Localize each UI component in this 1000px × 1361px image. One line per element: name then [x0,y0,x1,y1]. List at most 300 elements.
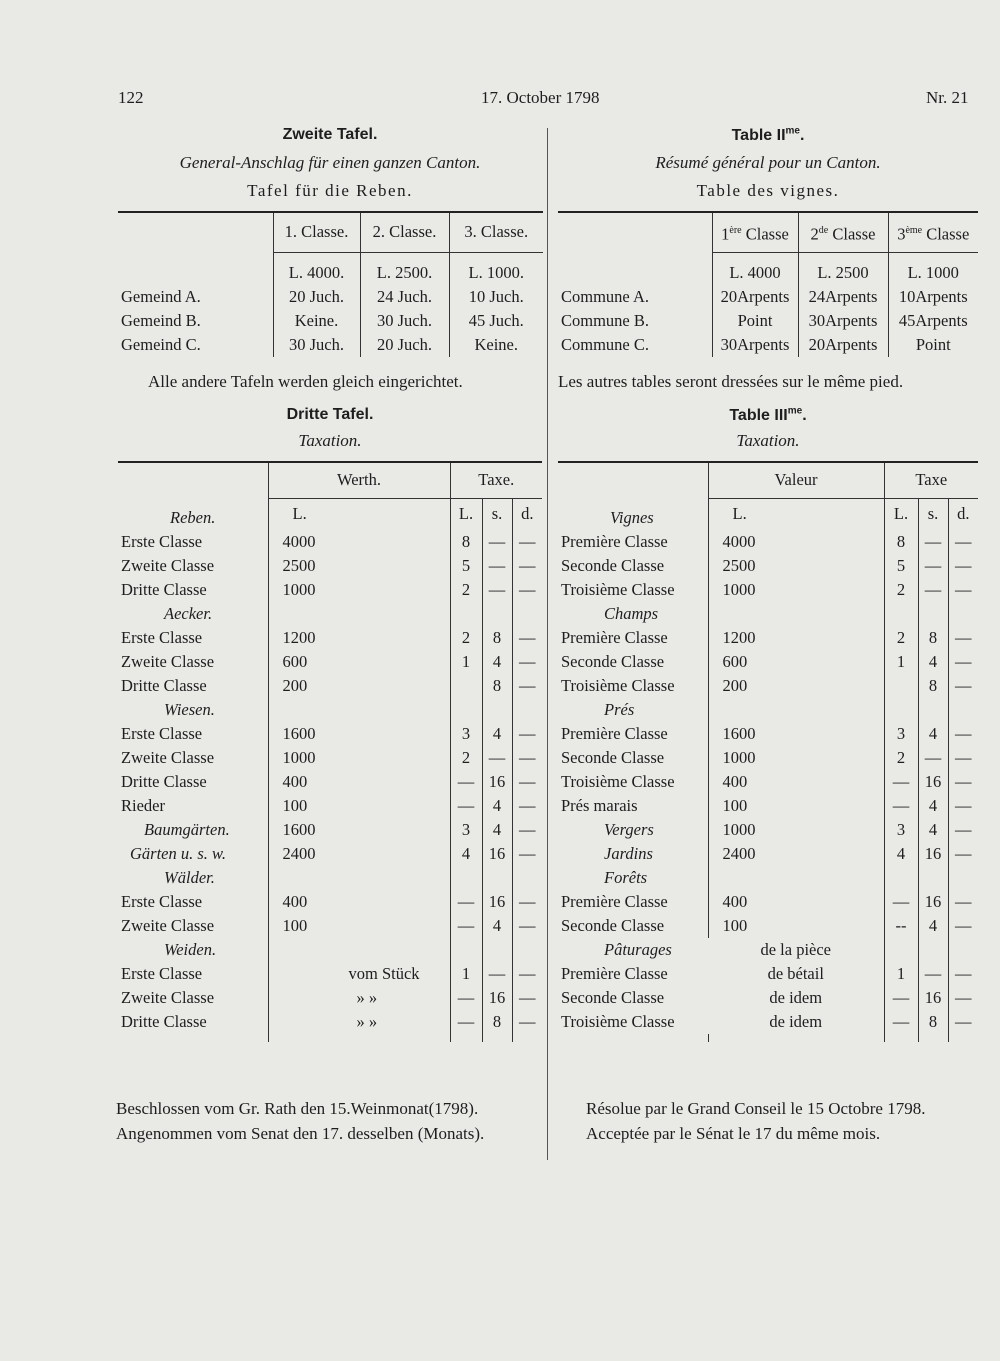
empty-cell [268,698,450,722]
empty-cell [512,938,542,962]
empty-cell [918,1034,948,1042]
empty-cell [450,602,482,626]
tax-unit-label: L. [450,498,482,530]
area-cell: 45 Juch. [449,309,543,333]
area-cell: Point [712,309,798,333]
tax-d-cell: — [512,746,542,770]
tax-d-cell: — [512,842,542,866]
value-cell: 2500 [708,554,884,578]
tax-s-cell: 4 [918,818,948,842]
tax-l-cell: 3 [450,722,482,746]
left-taxation-table [118,461,542,1042]
tax-units-row [118,498,542,530]
left-title-zweite-tafel: Zweite Tafel. [282,126,378,143]
table-row [118,890,542,914]
tax-unit-label: d. [948,498,978,530]
area-cell: 24 Juch. [360,285,449,309]
tax-s-cell: — [482,962,512,986]
tax-l-cell: — [450,794,482,818]
commune-label: Gemeind B. [121,310,201,330]
table-row [118,962,542,986]
empty-cell [268,1034,450,1042]
tax-d-cell: — [512,986,542,1010]
row-label: Troisième Classe [561,772,675,791]
area-cell: 24Arpents [798,285,888,309]
class-value: L. 1000. [449,261,543,285]
tax-d-cell: — [948,578,978,602]
table-row [118,770,542,794]
row-label: Seconde Classe [561,748,665,767]
area-cell: 30 Juch. [273,333,360,357]
tax-d-cell: — [512,794,542,818]
row-label: Erste Classe [121,724,203,743]
tax-d-cell: — [948,674,978,698]
tax-d-cell: — [948,818,978,842]
tax-l-cell: — [450,914,482,938]
empty-cell [450,1034,482,1042]
row-label: Troisième Classe [561,580,675,599]
left-vineyard-table [118,211,543,357]
tax-s-cell: 4 [918,722,948,746]
empty-cell [884,938,918,962]
value-cell: de idem [769,988,823,1007]
tax-d-cell: — [512,722,542,746]
tax-l-cell: 4 [450,842,482,866]
empty-cell [918,866,948,890]
empty-cell [948,698,978,722]
tax-s-cell: 8 [918,1010,948,1034]
value-cell: 400 [708,890,884,914]
right-title-table-2-text: Table $II^{me}$. [731,126,805,145]
value-cell: 200 [268,674,450,698]
value-cell: 1000 [268,746,450,770]
row-label: Zweite Classe [121,556,215,575]
empty-cell [884,1034,918,1042]
empty-cell [884,602,918,626]
tax-d-cell: — [512,914,542,938]
section-row [118,938,542,962]
row-label: Dritte Classe [121,580,207,599]
table-row [558,530,978,554]
section-row [118,866,542,890]
right-subtitle-taxation: Taxation. [736,431,800,450]
table-row [558,626,978,650]
value-cell: 100 [268,914,450,938]
tax-s-cell: — [482,530,512,554]
tax-s-cell: — [918,530,948,554]
left-footer-resolved: Beschlossen vom Gr. Rath den 15.Weinmonat(1798). [116,1099,479,1118]
value-cell: 100 [708,914,884,938]
tax-l-cell: — [884,770,918,794]
right-vineyard-table [558,211,978,357]
tax-l-cell: 1 [450,650,482,674]
tax-s-cell: — [482,746,512,770]
class-value: L. 1000 [888,261,978,285]
section-label: Wiesen. [164,700,215,719]
blank-corner [558,462,708,498]
section-row [558,866,978,890]
tax-header-row [558,462,978,498]
empty-cell [708,1034,884,1042]
table-row [558,1010,978,1034]
tax-l-cell: — [450,1010,482,1034]
tax-l-cell: 3 [884,722,918,746]
commune-label: Commune B. [561,310,650,330]
row-label: Troisième Classe [561,676,675,695]
right-subtitle-resume: Résumé général pour un Canton. [655,153,881,172]
row-label: Jardins [604,844,653,863]
spacer-row [118,1034,542,1042]
empty-cell [512,698,542,722]
table-row [118,650,542,674]
table-row [118,626,542,650]
table-row [118,794,542,818]
tax-l-cell: 1 [884,962,918,986]
tax-s-cell: 4 [482,650,512,674]
area-cell: Keine. [273,309,360,333]
left-note-other-tables: Alle andere Tafeln werden gleich eingerichtet. [148,372,463,391]
tax-d-cell: — [948,794,978,818]
value-cell: 2400 [708,842,884,866]
tax-l-cell: — [450,890,482,914]
value-header: Werth. [268,462,450,498]
tax-header-row [118,462,542,498]
tax-unit-label: d. [512,498,542,530]
table-row [558,890,978,914]
empty-cell [884,866,918,890]
tax-d-cell: — [948,962,978,986]
table-row [118,674,542,698]
row-label: Erste Classe [121,532,203,551]
row-label: Seconde Classe [561,652,665,671]
tax-l-cell: 3 [450,818,482,842]
tax-s-cell: 16 [918,770,948,794]
table-row [558,986,978,1010]
taxe-header: Taxe [884,462,978,498]
tax-l-cell: — [884,986,918,1010]
tax-l-cell: — [450,986,482,1010]
empty-cell [482,1034,512,1042]
row-label: Seconde Classe [561,556,665,575]
unit-label: L. [268,498,450,530]
table-row [558,842,978,866]
table-row [558,770,978,794]
tax-l-cell: — [884,794,918,818]
row-label: Vergers [604,820,654,839]
tax-l-cell: 1 [450,962,482,986]
section-label: Aecker. [164,604,213,623]
unit-label: L. [708,498,884,530]
row-label: Première Classe [561,892,668,911]
right-footer-accepted: Acceptée par le Sénat le 17 du même mois. [586,1124,881,1143]
tax-d-cell: — [948,1010,978,1034]
empty-cell [918,602,948,626]
section-label: Reben. [170,508,216,527]
value-cell: 1200 [268,626,450,650]
left-caption-reben: Tafel für die Reben. [247,181,413,200]
tax-d-cell: — [512,890,542,914]
value-cell: 1600 [268,818,450,842]
tax-d-cell: — [512,674,542,698]
tax-d-cell: — [948,842,978,866]
tax-s-cell: — [918,962,948,986]
tax-s-cell: 4 [918,794,948,818]
commune-label: Commune A. [561,286,650,306]
value-cell: » » [268,986,450,1010]
value-cell: de bétail [767,964,824,983]
row-label: Première Classe [561,724,668,743]
value-cell: 2500 [268,554,450,578]
value-header: Valeur [708,462,884,498]
area-cell: 20 Juch. [360,333,449,357]
tax-d-cell: — [512,1010,542,1034]
tax-s-cell: 4 [482,914,512,938]
row-label: Seconde Classe [561,988,665,1007]
table-row [558,746,978,770]
tax-unit-label: L. [884,498,918,530]
tax-s-cell: — [918,554,948,578]
commune-label: Commune C. [561,334,650,354]
right-caption-vignes: Table des vignes. [696,181,840,200]
value-cell: 1000 [708,746,884,770]
taxe-header: Taxe. [450,462,542,498]
tax-l-cell: 8 [884,530,918,554]
tax-l-cell: 2 [884,578,918,602]
value-cell: 4000 [268,530,450,554]
tax-s-cell: 16 [482,890,512,914]
table-row [558,674,978,698]
row-label: Première Classe [561,532,668,551]
tax-l-cell: 2 [884,746,918,770]
row-label: Dritte Classe [121,772,207,791]
row-label: Erste Classe [121,628,203,647]
row-label: Première Classe [561,964,668,983]
right-title-table-3-text: Table $III^{me}$. [729,406,807,425]
table-row [118,554,542,578]
row-label: Prés marais [561,796,638,815]
section-label: Wälder. [164,868,215,887]
class-header: 1. Classe. [273,212,360,252]
left-taxation-body [118,462,542,1042]
area-cell: 30 Juch. [360,309,449,333]
left-title-dritte-tafel: Dritte Tafel. [286,406,374,423]
tax-s-cell: 8 [482,674,512,698]
value-cell: 400 [268,890,450,914]
section-row [558,602,978,626]
section-label: Weiden. [164,940,217,959]
table-row [558,962,978,986]
area-cell: 30Arpents [712,333,798,357]
row-label: Zweite Classe [121,988,215,1007]
table-row [118,530,542,554]
tax-d-cell: — [948,914,978,938]
value-cell: 100 [268,794,450,818]
row-label: Baumgärten. [144,820,230,839]
empty-cell [512,866,542,890]
tax-unit-label: s. [482,498,512,530]
tax-l-cell: 2 [450,626,482,650]
tax-s-cell: 16 [482,770,512,794]
value-cell: 1600 [708,722,884,746]
empty-cell [708,602,884,626]
left-subtitle-taxation: Taxation. [298,431,362,450]
empty-cell [884,698,918,722]
column-divider [547,128,548,1160]
table-row [558,650,978,674]
spacer-row [558,1034,978,1042]
table-row [118,818,542,842]
area-cell: 45Arpents [888,309,978,333]
row-label: Troisième Classe [561,1012,675,1031]
tax-unit-label: s. [918,498,948,530]
table-row [558,578,978,602]
tax-d-cell: — [512,626,542,650]
tax-d-cell: — [948,650,978,674]
empty-cell [482,698,512,722]
empty-cell [450,866,482,890]
value-cell: vom Stück [268,962,450,986]
tax-s-cell: — [918,746,948,770]
class-value: L. 2500 [798,261,888,285]
tax-l-cell: 2 [450,746,482,770]
right-taxation-table [558,461,978,1042]
tax-s-cell: 16 [918,842,948,866]
table-row [118,842,542,866]
value-cell: 600 [708,650,884,674]
tax-s-cell: 16 [482,842,512,866]
tax-l-cell [884,674,918,698]
tax-s-cell: — [482,578,512,602]
empty-cell [268,938,450,962]
section-label: Vignes [610,508,654,527]
empty-cell [558,1034,708,1042]
empty-cell [948,866,978,890]
area-cell: 30Arpents [798,309,888,333]
class-header: 2de Classe [798,212,888,252]
value-cell: 600 [268,650,450,674]
section-row [118,602,542,626]
right-taxation-body [558,462,978,1042]
tax-d-cell: — [948,554,978,578]
tax-l-cell: 3 [884,818,918,842]
class-header: 3ème Classe [888,212,978,252]
tax-d-cell: — [948,746,978,770]
empty-cell [948,602,978,626]
value-cell: de idem [769,1012,823,1031]
empty-cell [482,602,512,626]
commune-label: Gemeind A. [121,286,201,306]
value-cell: 1000 [268,578,450,602]
tax-units-row [558,498,978,530]
table-row [118,578,542,602]
area-cell: Point [888,333,978,357]
empty-cell [512,1034,542,1042]
table-row [558,722,978,746]
value-cell: 100 [708,794,884,818]
row-label: Erste Classe [121,964,203,983]
right-note-other-tables: Les autres tables seront dressées sur le même pied. [558,372,904,391]
blank-corner [118,212,273,252]
tax-s-cell: 16 [482,986,512,1010]
tax-s-cell: 4 [482,794,512,818]
empty-cell [482,866,512,890]
tax-l-cell: — [884,890,918,914]
table-row [118,746,542,770]
tax-l-cell: 2 [884,626,918,650]
tax-l-cell: -- [884,914,918,938]
tax-l-cell: 4 [884,842,918,866]
row-label: Gärten u. s. w. [130,844,226,863]
tax-l-cell [450,674,482,698]
tax-s-cell: — [918,578,948,602]
class-value: L. 4000. [273,261,360,285]
commune-label: Gemeind C. [121,334,201,354]
left-subtitle-general-anschlag: General-Anschlag für einen ganzen Canton. [179,153,481,172]
issue-number: Nr. 21 [926,88,969,107]
table-row [118,986,542,1010]
value-cell: » » [268,1010,450,1034]
row-label: Dritte Classe [121,1012,207,1031]
right-title-table-2 [558,126,978,145]
blank-corner [118,462,268,498]
table-row [558,554,978,578]
empty-cell [118,1034,268,1042]
class-value: L. 4000 [712,261,798,285]
area-cell: 10Arpents [888,285,978,309]
tax-d-cell: — [512,770,542,794]
tax-d-cell: — [948,890,978,914]
row-label: Zweite Classe [121,748,215,767]
tax-s-cell: 8 [482,1010,512,1034]
empty-cell [948,938,978,962]
value-cell: 400 [268,770,450,794]
class-header: 1ère Classe [712,212,798,252]
tax-d-cell: — [512,650,542,674]
tax-l-cell: — [450,770,482,794]
tax-l-cell: 5 [450,554,482,578]
row-label: Erste Classe [121,892,203,911]
tax-s-cell: 16 [918,890,948,914]
empty-cell [268,602,450,626]
empty-cell [450,698,482,722]
empty-cell [948,1034,978,1042]
area-cell: Keine. [449,333,543,357]
value-cell: 1600 [268,722,450,746]
tax-d-cell: — [512,530,542,554]
tax-s-cell: 4 [918,914,948,938]
tax-d-cell: — [948,530,978,554]
tax-l-cell: 2 [450,578,482,602]
area-cell: 10 Juch. [449,285,543,309]
row-label: Seconde Classe [561,916,665,935]
value-cell: 400 [708,770,884,794]
tax-s-cell: 8 [482,626,512,650]
tax-s-cell: 4 [482,818,512,842]
value-cell: 200 [708,674,884,698]
row-label: Zweite Classe [121,916,215,935]
empty-cell [918,938,948,962]
class-header: 3. Classe. [449,212,543,252]
table-row [558,914,978,938]
section-row [118,698,542,722]
tax-s-cell: 4 [918,650,948,674]
value-cell: 4000 [708,530,884,554]
tax-d-cell: — [948,626,978,650]
section-label: Champs [604,604,659,623]
section-label: Pâturages [604,940,672,959]
empty-cell [512,602,542,626]
tax-s-cell: 8 [918,626,948,650]
